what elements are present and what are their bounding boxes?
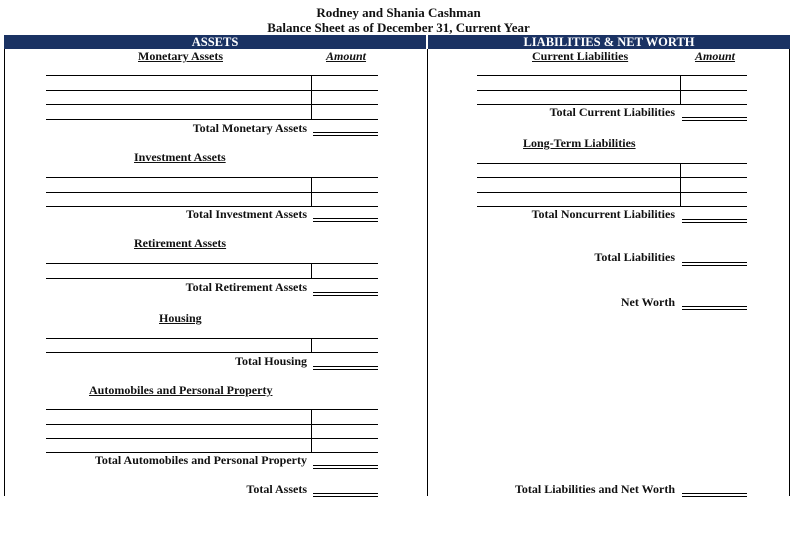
total-liabilities-label: Total Liabilities	[594, 250, 675, 264]
total-retirement-assets-field[interactable]	[313, 292, 378, 293]
total-investment-assets-field[interactable]	[313, 218, 378, 219]
sheet-subtitle: Balance Sheet as of December 31, Current Year	[267, 20, 530, 35]
liabilities-amount-label: Amount	[695, 49, 736, 63]
total-liabilities-net-worth-label: Total Liabilities and Net Worth	[514, 482, 675, 496]
investment-assets-title: Investment Assets	[134, 150, 226, 164]
assets-amount-label: Amount	[326, 49, 367, 63]
total-current-liabilities-field[interactable]	[682, 117, 747, 118]
total-current-liabilities-label: Total Current Liabilities	[549, 105, 675, 119]
right-border	[789, 49, 790, 496]
long-term-liabilities-title: Long-Term Liabilities	[523, 136, 636, 150]
total-assets-field[interactable]	[313, 493, 378, 494]
current-liabilities-title: Current Liabilities	[532, 49, 629, 63]
net-worth-label: Net Worth	[620, 295, 675, 309]
total-monetary-assets-field[interactable]	[313, 132, 378, 133]
total-assets-label: Total Assets	[246, 482, 307, 496]
total-automobiles-label: Total Automobiles and Personal Property	[94, 453, 307, 467]
total-noncurrent-liabilities-label: Total Noncurrent Liabilities	[531, 207, 675, 221]
total-liabilities-field[interactable]	[682, 262, 747, 263]
total-automobiles-field[interactable]	[313, 465, 378, 466]
total-retirement-assets-label: Total Retirement Assets	[185, 280, 307, 294]
total-housing-label: Total Housing	[235, 354, 307, 368]
housing-title: Housing	[159, 311, 202, 325]
monetary-assets-title: Monetary Assets	[138, 49, 223, 63]
total-monetary-assets-label: Total Monetary Assets	[192, 121, 307, 135]
liabilities-header-bar	[428, 35, 790, 49]
left-border	[4, 49, 5, 496]
total-housing-field[interactable]	[313, 366, 378, 367]
total-noncurrent-liabilities-field[interactable]	[682, 219, 747, 220]
assets-header-bar	[4, 35, 426, 49]
retirement-assets-title: Retirement Assets	[134, 236, 227, 250]
total-liabilities-net-worth-field[interactable]	[682, 493, 747, 494]
center-divider	[427, 49, 428, 496]
assets-heading: ASSETS	[191, 35, 239, 49]
net-worth-field[interactable]	[682, 306, 747, 307]
automobiles-title: Automobiles and Personal Property	[89, 383, 273, 397]
sheet-owner: Rodney and Shania Cashman	[316, 5, 481, 20]
total-investment-assets-label: Total Investment Assets	[186, 207, 307, 221]
liabilities-heading: LIABILITIES & NET WORTH	[523, 35, 695, 49]
